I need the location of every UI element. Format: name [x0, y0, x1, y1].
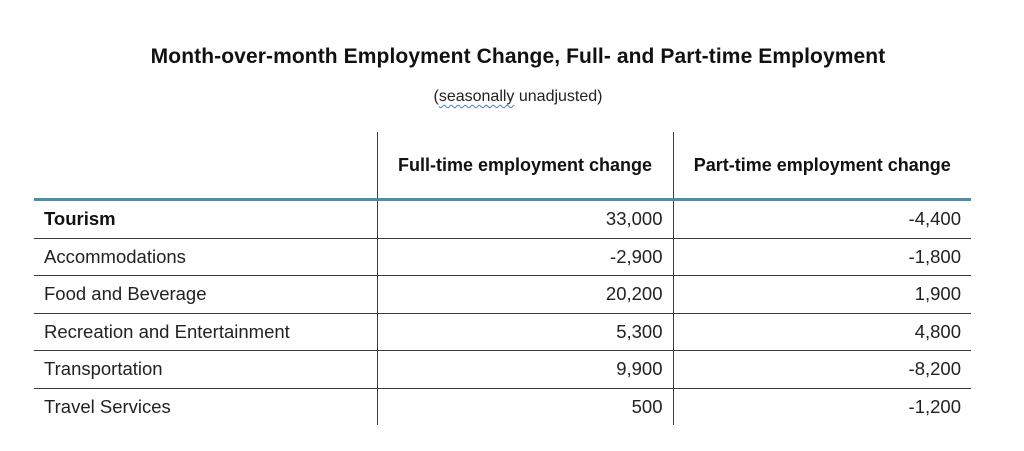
employment-change-table	[34, 132, 971, 425]
table-row	[34, 388, 971, 425]
subtitle-rest: unadjusted)	[514, 88, 603, 105]
row-label: Accommodations	[34, 238, 377, 276]
spellcheck-flagged-word[interactable]: seasonally	[438, 88, 515, 105]
header-part-time-change: Part-time employment change	[673, 132, 971, 200]
full-time-value: 9,900	[377, 351, 673, 389]
table-title: Month-over-month Employment Change, Full- and Part-time Employment	[150, 45, 886, 68]
header-full-time-change: Full-time employment change	[377, 132, 673, 200]
row-label: Recreation and Entertainment	[34, 313, 377, 351]
part-time-value: -1,200	[673, 388, 971, 425]
table-row	[34, 238, 971, 276]
full-time-value: 33,000	[377, 200, 673, 239]
part-time-value: -1,800	[673, 238, 971, 276]
part-time-value: -4,400	[673, 200, 971, 239]
row-label: Food and Beverage	[34, 276, 377, 314]
table-row	[34, 276, 971, 314]
part-time-value: 1,900	[673, 276, 971, 314]
table-row	[34, 313, 971, 351]
row-label: Transportation	[34, 351, 377, 389]
subtitle-open-paren: (	[433, 88, 439, 105]
full-time-value: -2,900	[377, 238, 673, 276]
full-time-value: 5,300	[377, 313, 673, 351]
table-row	[34, 200, 971, 239]
table-subtitle	[0, 88, 1024, 106]
row-label: Tourism	[34, 200, 377, 239]
full-time-value: 500	[377, 388, 673, 425]
row-label: Travel Services	[44, 395, 171, 417]
table-row	[34, 351, 971, 389]
full-time-value: 20,200	[377, 276, 673, 314]
header-label-column	[34, 132, 377, 200]
table-header-row	[34, 132, 971, 200]
part-time-value: 4,800	[673, 313, 971, 351]
part-time-value: -8,200	[673, 351, 971, 389]
